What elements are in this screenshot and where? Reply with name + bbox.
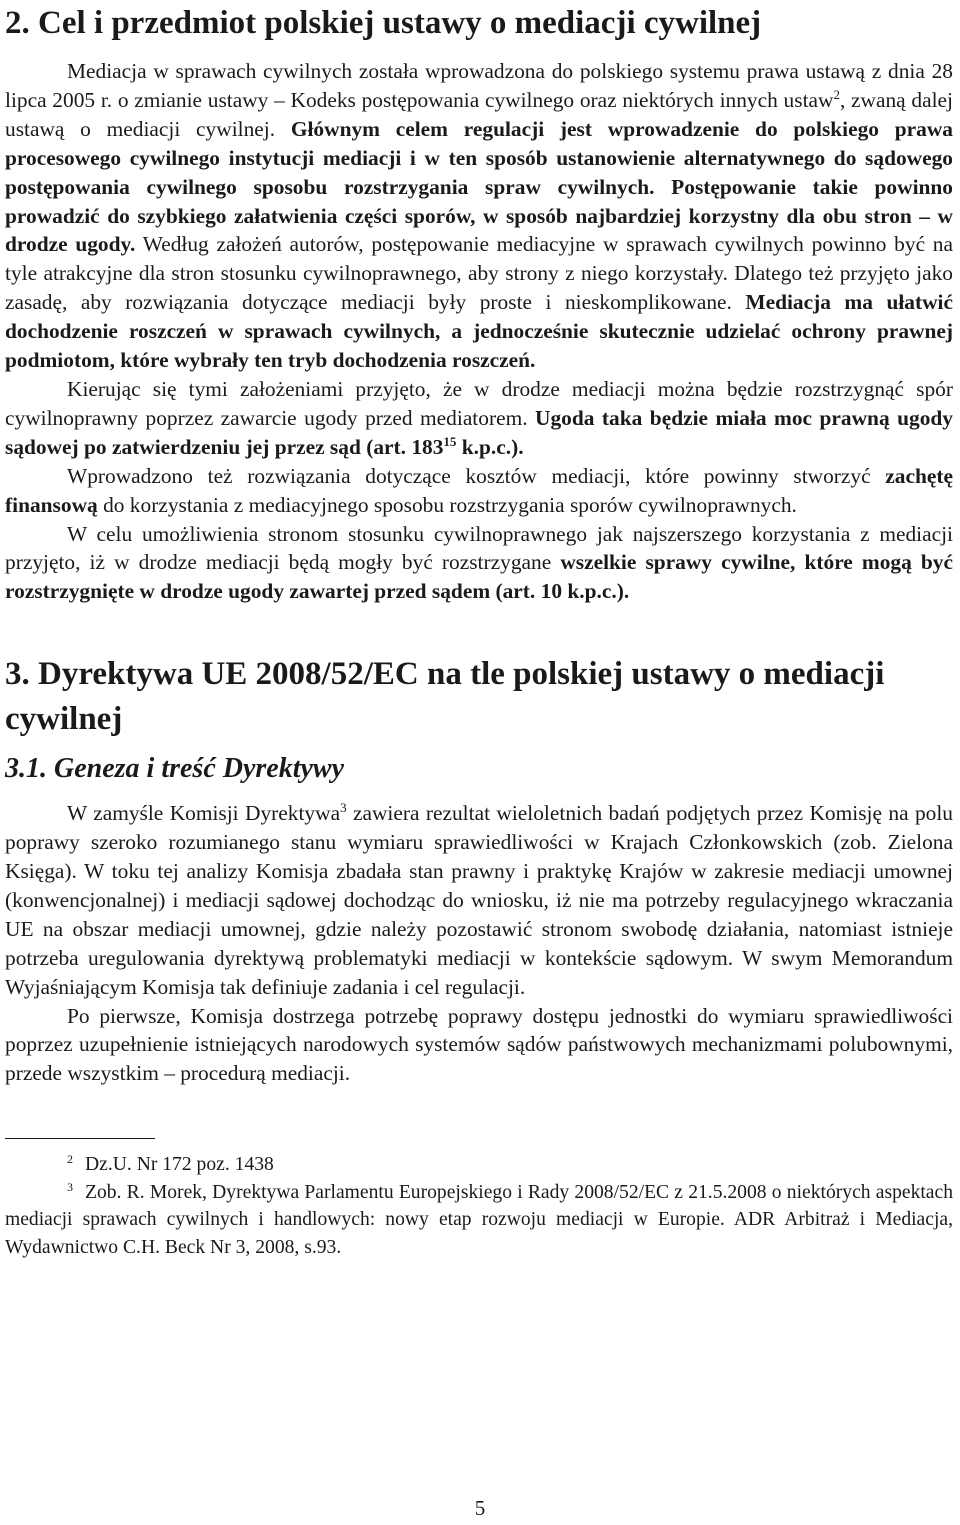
footnote-ref-2[interactable]: 2 xyxy=(833,86,840,102)
section-3-heading: 3. Dyrektywa UE 2008/52/EC na tle polskiej ustawy o mediacji cywilnej xyxy=(5,656,885,738)
section-3-paragraph-2: Po pierwsze, Komisja dostrzega potrzebę poprawy dostępu jednostki do wymiaru sprawiedliwości poprzez uzupełnienie istniejących narodowych systemów sądów państwowych mechanizmami polubownymi, przede wszystkim – procedurą mediacji. xyxy=(5,1003,953,1086)
bold-run: Mediacja ma ułatwić dochodzenie roszczeń w sprawach cywilnych, a jednocześnie skutecznie udzielać ochrony prawnej podmiotom, które wybrały ten tryb dochodzenia roszczeń. xyxy=(5,290,953,373)
section-2-heading: 2. Cel i przedmiot polskiej ustawy o mediacji cywilnej xyxy=(5,5,762,41)
footnote-2 xyxy=(5,1151,953,1179)
text-run: Mediacja w sprawach cywilnych została wprowadzona do polskiego systemu prawa ustawą z dnia 28 lipca 2005 r. o zmianie ustawy – Kodeks postępowania cywilnego oraz niektórych innych ustaw xyxy=(5,59,953,112)
section-3-paragraph-1 xyxy=(5,799,953,1001)
section-2-paragraph-2 xyxy=(5,375,953,462)
bold-run: zachętę finansową xyxy=(5,463,953,517)
footnote-number: 3 xyxy=(67,1179,73,1194)
footnote-ref-3[interactable]: 3 xyxy=(340,800,347,816)
footnote-text: Zob. R. Morek, Dyrektywa Parlamentu Europejskiego i Rady 2008/52/EC z 21.5.2008 o niektórych aspektach mediacji sprawach cywilnych i handlowych: nowy etap rozwoju mediacji w Europie. ADR Arbitraż i Mediacja, Wydawnictwo C.H. Beck Nr 3, 2008, s.93. xyxy=(5,1181,953,1258)
bold-run: Głównym celem regulacji jest wprowadzenie do polskiego prawa procesowego cywilnego instytucji mediacji i w ten sposób ustanowienie alternatywnego do sądowego postępowania cywilnego sposobu rozstrzygania spraw cywilnych. Postępowanie takie powinno prowadzić do szybkiego załatwienia części sporów, w sposób najbardziej korzystny dla obu stron – w drodze ugody. xyxy=(5,116,953,257)
footnote-divider xyxy=(5,1138,155,1139)
section-2-paragraph-3 xyxy=(5,462,953,520)
text-run: W zamyśle Komisji Dyrektywa xyxy=(67,801,341,826)
section-2-paragraph-1 xyxy=(5,57,953,375)
text-run: Wprowadzono też rozwiązania dotyczące kosztów mediacji, które powinny stworzyć xyxy=(67,463,886,488)
text-run: Kierując się tymi założeniami przyjęto, że w drodze mediacji można będzie rozstrzygnąć spór cywilnoprawny poprzez zawarcie ugody przed mediatorem. xyxy=(5,376,953,430)
subsection-3-1-heading: 3.1. Geneza i treść Dyrektywy xyxy=(5,753,345,785)
text-run: W celu umożliwienia stronom stosunku cywilnoprawnego jak najszerszego korzystania z mediacji przyjęto, iż w drodze mediacji będą mogły być rozstrzygane xyxy=(5,521,953,575)
footnote-number: 2 xyxy=(67,1152,73,1167)
bold-run: wszelkie sprawy cywilne, które mogą być rozstrzygnięte w drodze ugody zawartej przed sądem (art. 10 k.p.c.). xyxy=(5,550,953,604)
section-2-paragraph-4 xyxy=(5,520,953,607)
footnote-text: Dz.U. Nr 172 poz. 1438 xyxy=(85,1154,274,1176)
footnote-3 xyxy=(5,1179,953,1262)
text-run: do korzystania z mediacyjnego sposobu rozstrzygania sporów cywilnoprawnych. xyxy=(97,492,797,517)
text-run: zawiera rezultat wieloletnich badań podjętych przez Komisję na polu poprawy szeroko rozumianego stanu wymiaru sprawiedliwości w Krajach Członkowskich (zob. Zielona Księga). W toku tej analizy Komisja zbadała stan prawny i praktykę Krajów w zakresie mediacji umownej (konwencjonalnej) i mediacji sądowej dochodząc do wniosku, iż nie ma potrzeby regulacyjnego wkraczania UE na obszar mediacji umownej, gdzie należy pozostawić stronom swobodę działania, natomiast istnieje potrzeba uregulowania dyrektywą problematyki mediacji w kontekście sądowym. W swym Memorandum Wyjaśniającym Komisja tak definiuje zadania i cel regulacji. xyxy=(5,801,953,999)
page-number: 5 xyxy=(474,1496,486,1520)
bold-text-end: k.p.c.). xyxy=(456,434,524,459)
text-run: , zwaną dalej ustawą o mediacji cywilnej. xyxy=(5,87,953,141)
superscript-15: 15 xyxy=(443,433,457,449)
bold-text: Ugoda taka będzie miała moc prawną ugody sądowej po zatwierdzeniu jej przez sąd (art. 183 xyxy=(5,405,953,459)
text-run: Według założeń autorów, postępowanie mediacyjne w sprawach cywilnych powinno być na tyle atrakcyjne dla stron stosunku cywilnoprawnego, aby strony z niego korzystały. Dlatego też przyjęto jako zasadę, aby rozwiązania dotyczące mediacji były proste i nieskomplikowane. xyxy=(5,232,953,315)
